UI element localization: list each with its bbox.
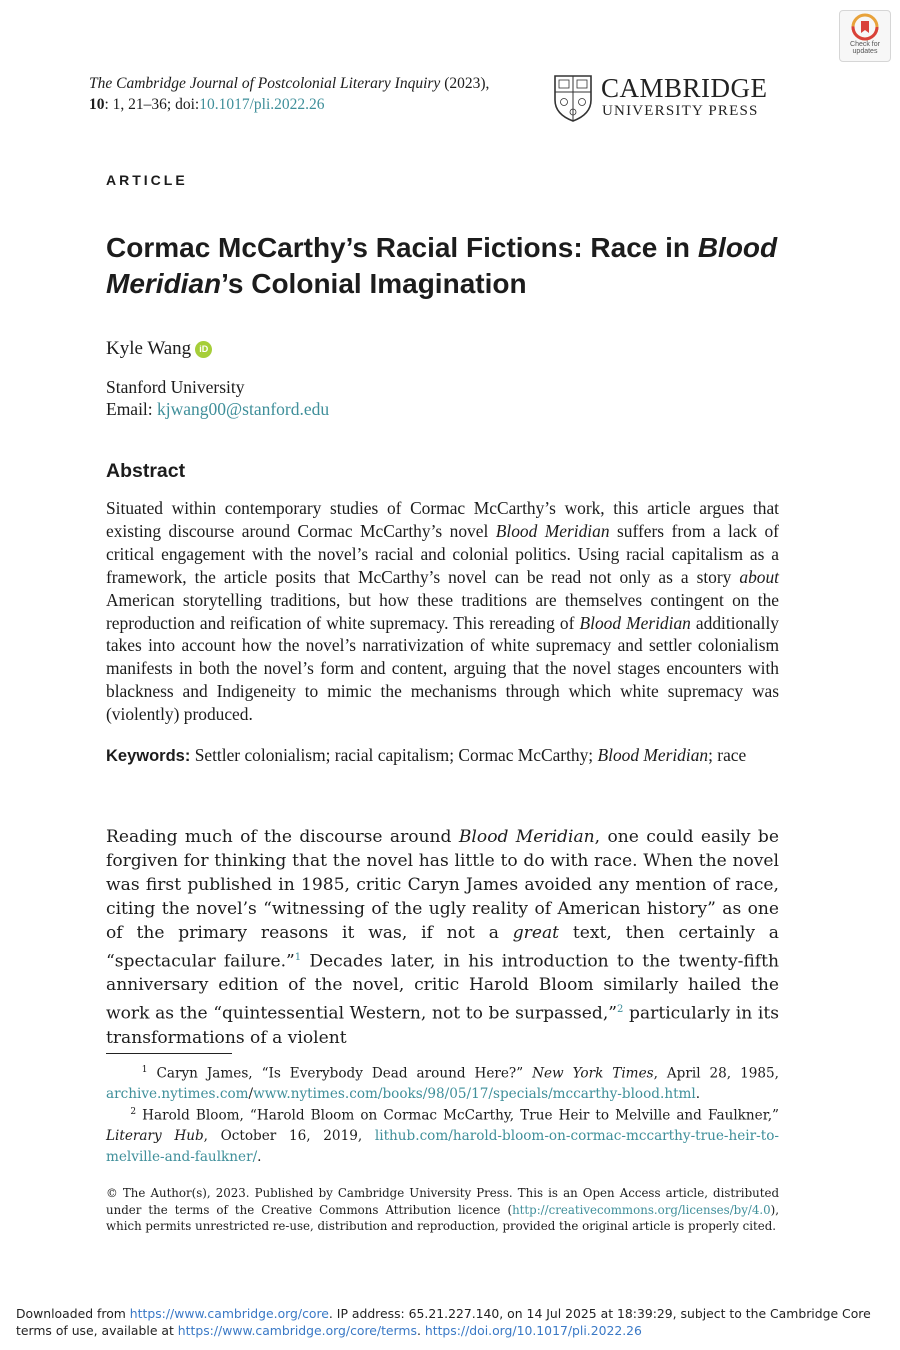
copyright-text: ), which permits unrestricted re-use, distribution and reproduction, provided the original article is properly cited. bbox=[106, 1202, 779, 1234]
journal-name: The Cambridge Journal of Postcolonial Literary Inquiry bbox=[89, 75, 441, 92]
terms-link[interactable]: https://www.cambridge.org/core/terms bbox=[177, 1322, 417, 1338]
footnote-number: 2 bbox=[130, 1107, 137, 1117]
body-segment: Reading much of the discourse around bbox=[106, 827, 459, 847]
download-footer bbox=[16, 1306, 886, 1339]
check-badge-label: Check for updates bbox=[850, 41, 880, 55]
cambridge-logo bbox=[553, 74, 783, 124]
footnote-link[interactable]: archive.nytimes.com bbox=[106, 1086, 249, 1103]
abstract-italic: Blood Meridian bbox=[579, 612, 691, 633]
copyright-notice bbox=[106, 1185, 779, 1235]
article-title bbox=[106, 230, 796, 302]
abstract-segment: American storytelling traditions, but how these traditions are themselves contingent on the reproduction and reification of white supremacy. This rereading of bbox=[106, 589, 779, 633]
footer-text: . IP address: 65.21.227.140, on 14 Jul 2025 at 18:39:29, subject to the Cambridge Core terms of use, available at bbox=[16, 1306, 871, 1338]
footnote-2 bbox=[106, 1102, 779, 1168]
footnote-text: , April 28, 1985, bbox=[653, 1065, 779, 1082]
author-line bbox=[106, 338, 212, 360]
doi-footer-link[interactable]: https://doi.org/10.1017/pli.2022.26 bbox=[424, 1322, 642, 1338]
cambridge-shield-icon bbox=[553, 74, 593, 122]
footnote-italic: Literary Hub bbox=[106, 1128, 204, 1145]
footnote-1 bbox=[106, 1060, 779, 1105]
abstract-segment: additionally takes into account how the novel’s narrativization of white supremacy and settler colonialism manifests in both the novel’s form and content, arguing that the novel stages encounters with blackness and Indigeneity to mimic the mechanisms through which white supremacy was (violently) produced. bbox=[106, 612, 779, 725]
keywords-text: ; race bbox=[708, 745, 747, 765]
check-for-updates-badge[interactable] bbox=[839, 10, 891, 62]
bookmark-icon bbox=[851, 13, 879, 41]
keywords-text: Settler colonialism; racial capitalism; Cormac McCarthy; bbox=[190, 745, 598, 765]
abstract-segment: suffers from a lack of critical engagement with the novel’s racial and colonial politics. Using racial capitalism as a framework, the article posits that McCarthy’s novel can be read not only as a story bbox=[106, 520, 779, 587]
footnote-text: . bbox=[257, 1149, 262, 1166]
email-label: Email: bbox=[106, 399, 158, 419]
journal-issue-pages: : 1, 21–36; doi: bbox=[104, 96, 200, 113]
abstract-segment: Situated within contemporary studies of Cormac McCarthy’s work, this article argues that existing discourse around Cormac McCarthy’s novel bbox=[106, 498, 779, 541]
footnote-text: Harold Bloom, “Harold Bloom on Cormac McCarthy, True Heir to Melville and Faulkner,” bbox=[136, 1107, 779, 1124]
body-paragraph bbox=[106, 826, 779, 1051]
license-link[interactable]: http://creativecommons.org/licenses/by/4.0 bbox=[512, 1202, 771, 1217]
footnote-text: / bbox=[248, 1086, 254, 1103]
author-name: Kyle Wang bbox=[106, 338, 192, 359]
footnote-text: , October 16, 2019, bbox=[203, 1128, 375, 1145]
footnote-divider bbox=[106, 1053, 232, 1054]
title-italic: Blood Meridian bbox=[106, 232, 778, 299]
abstract-heading: Abstract bbox=[106, 460, 186, 482]
publisher-subname: UNIVERSITY PRESS bbox=[602, 103, 759, 119]
journal-year: (2023), bbox=[440, 75, 490, 92]
copyright-text: © The Author(s), 2023. Published by Cambridge University Press. This is an Open Access article, distributed under the terms of the Creative Commons Attribution licence ( bbox=[106, 1186, 779, 1217]
body-segment: Decades later, in his introduction to the twenty-fifth anniversary edition of the novel, critic Harold Bloom similarly hailed the work as the “quintessential Western, not to be surpassed,” bbox=[106, 951, 779, 1024]
publisher-name: CAMBRIDGE bbox=[601, 73, 768, 103]
keywords-label: Keywords: bbox=[106, 747, 191, 765]
title-part2: ’s Colonial Imagination bbox=[221, 268, 527, 299]
footnote-link[interactable]: lithub.com/harold-bloom-on-cormac-mccarthy-true-heir-to-melville-and-faulkner/ bbox=[106, 1128, 779, 1166]
journal-volume: 10 bbox=[89, 96, 105, 113]
doi-link[interactable]: 10.1017/pli.2022.26 bbox=[199, 96, 325, 113]
abstract-italic: Blood Meridian bbox=[495, 520, 610, 541]
abstract-text bbox=[106, 497, 779, 726]
footnote-text: . bbox=[695, 1086, 701, 1103]
title-part1: Cormac McCarthy’s Racial Fictions: Race in bbox=[106, 232, 698, 263]
body-italic: Blood Meridian bbox=[458, 827, 595, 847]
body-italic: great bbox=[512, 922, 560, 943]
footer-text: . bbox=[416, 1322, 425, 1338]
article-type-label: ARTICLE bbox=[106, 172, 188, 188]
footer-text: Downloaded from bbox=[16, 1306, 130, 1321]
orcid-icon[interactable]: iD bbox=[195, 341, 212, 358]
cambridge-core-link[interactable]: https://www.cambridge.org/core bbox=[129, 1306, 329, 1321]
footnote-italic: New York Times bbox=[532, 1065, 654, 1082]
footnote-number: 1 bbox=[141, 1065, 148, 1075]
keywords-italic: Blood Meridian bbox=[597, 745, 709, 765]
author-affiliation bbox=[106, 376, 329, 420]
body-segment: , one could easily be forgiven for thinking that the novel has little to do with race. When the novel was first published in 1985, critic Caryn James avoided any mention of race, citing the novel’s “witnessing of the ugly reality of American history” as one of the primary reasons it was, if not a bbox=[106, 827, 779, 943]
email-link[interactable]: kjwang00@stanford.edu bbox=[157, 399, 330, 419]
abstract-italic: about bbox=[739, 566, 779, 587]
affiliation-name: Stanford University bbox=[106, 377, 245, 397]
footnote-ref-2[interactable]: 2 bbox=[617, 1004, 624, 1016]
keywords bbox=[106, 744, 806, 767]
body-segment: text, then certainly a “spectacular failure.” bbox=[106, 922, 779, 972]
footnote-ref-1[interactable]: 1 bbox=[294, 951, 302, 963]
body-segment: particularly in its transformations of a violent bbox=[106, 1003, 780, 1048]
footnote-text: Caryn James, “Is Everybody Dead around Here?” bbox=[147, 1065, 533, 1082]
journal-citation bbox=[89, 73, 509, 115]
footnote-link[interactable]: www.nytimes.com/books/98/05/17/specials/mccarthy-blood.html bbox=[253, 1086, 696, 1103]
